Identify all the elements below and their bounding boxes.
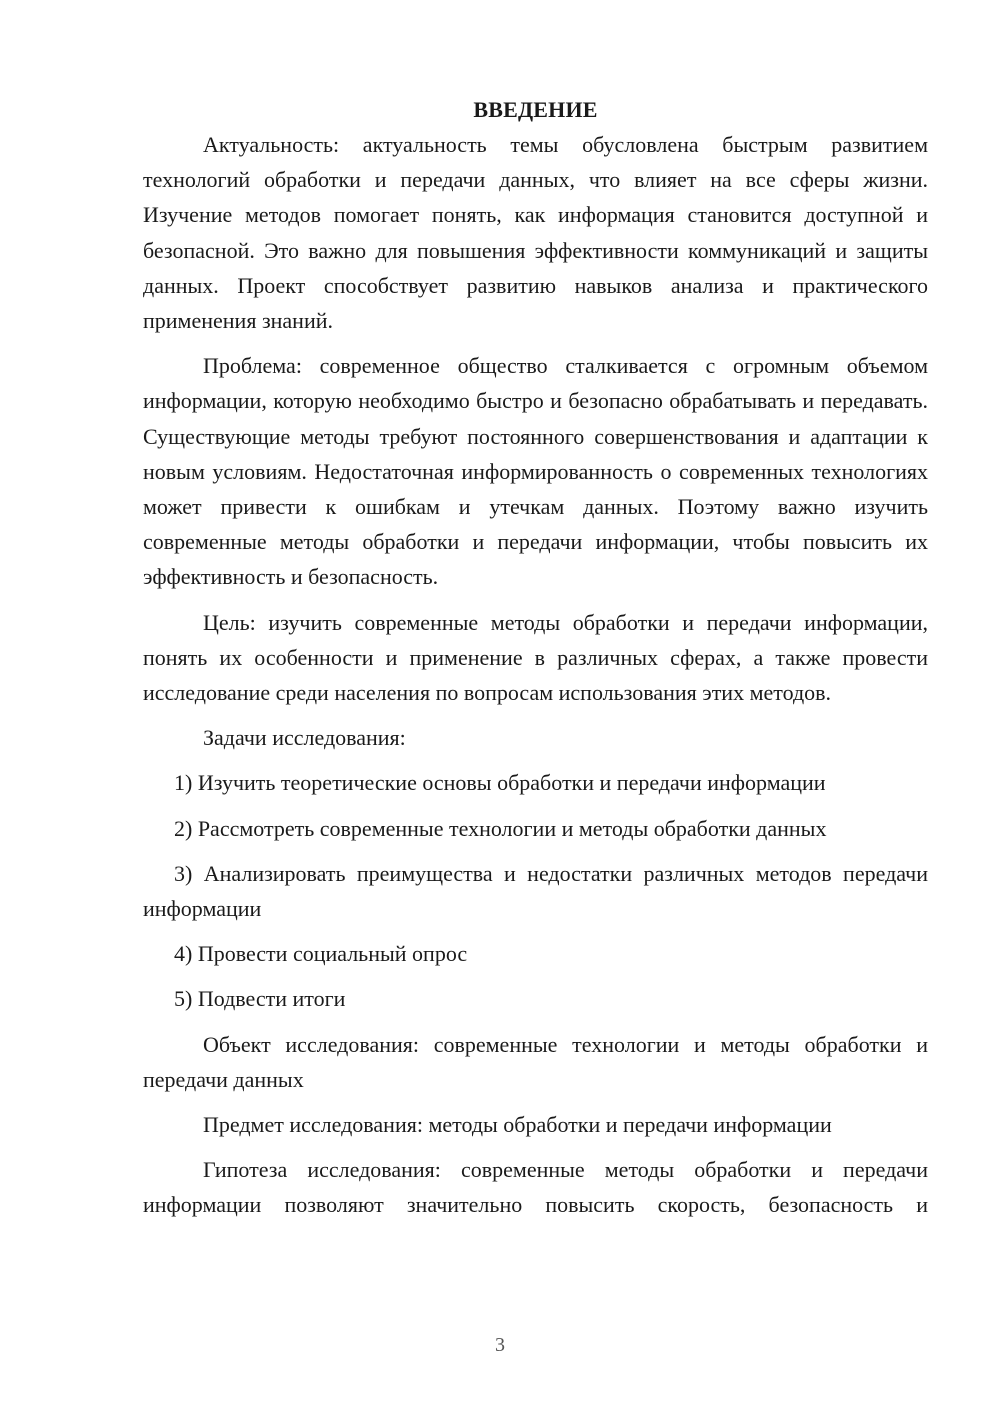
task-item-2: 2) Рассмотреть современные технологии и методы обработки данных bbox=[174, 815, 827, 841]
page-number: 3 bbox=[495, 1334, 505, 1356]
object-paragraph: Объект исследования: современные технологии и методы обработки и передачи данных bbox=[143, 1031, 928, 1092]
task-item-3: 3) Анализировать преимущества и недостатки различных методов передачи информации bbox=[143, 860, 928, 922]
goal-paragraph: Цель: изучить современные методы обработки и передачи информации, понять их особенности и применение в различных сферах, а также провести исследование среди населения по вопросам использования этих методов. bbox=[143, 609, 928, 706]
relevance-paragraph: Актуальность: актуальность темы обусловлена быстрым развитием технологий обработки и передачи данных, что влияет на все сферы жизни. Изучение методов помогает понять, как информация становится доступной и безопасной. Это важно для повышения эффективности коммуникаций и защиты данных. Проект способствует развитию навыков анализа и практического применения знаний. bbox=[143, 132, 928, 334]
task-item-1: 1) Изучить теоретические основы обработки и передачи информации bbox=[174, 770, 826, 796]
task-item-5: 5) Подвести итоги bbox=[174, 986, 346, 1012]
document-page bbox=[143, 92, 928, 1233]
hypothesis-paragraph: Гипотеза исследования: современные методы обработки и передачи информации позволяют значительно повысить скорость, безопасность и bbox=[143, 1157, 928, 1218]
subject-paragraph: Предмет исследования: методы обработки и передачи информации bbox=[203, 1112, 832, 1138]
tasks-title: Задачи исследования: bbox=[203, 725, 406, 751]
task-item-4: 4) Провести социальный опрос bbox=[174, 941, 468, 967]
problem-paragraph: Проблема: современное общество сталкивается с огромным объемом информации, которую необходимо быстро и безопасно обрабатывать и передавать. Существующие методы требуют постоянного совершенствования и адаптации к новым условиям. Недостаточная информированность о современных технологиях может привести к ошибкам и утечкам данных. Поэтому важно изучить современные методы обработки и передачи информации, чтобы повысить их эффективность и безопасность. bbox=[143, 353, 928, 590]
section-heading: ВВЕДЕНИЕ bbox=[473, 97, 598, 122]
